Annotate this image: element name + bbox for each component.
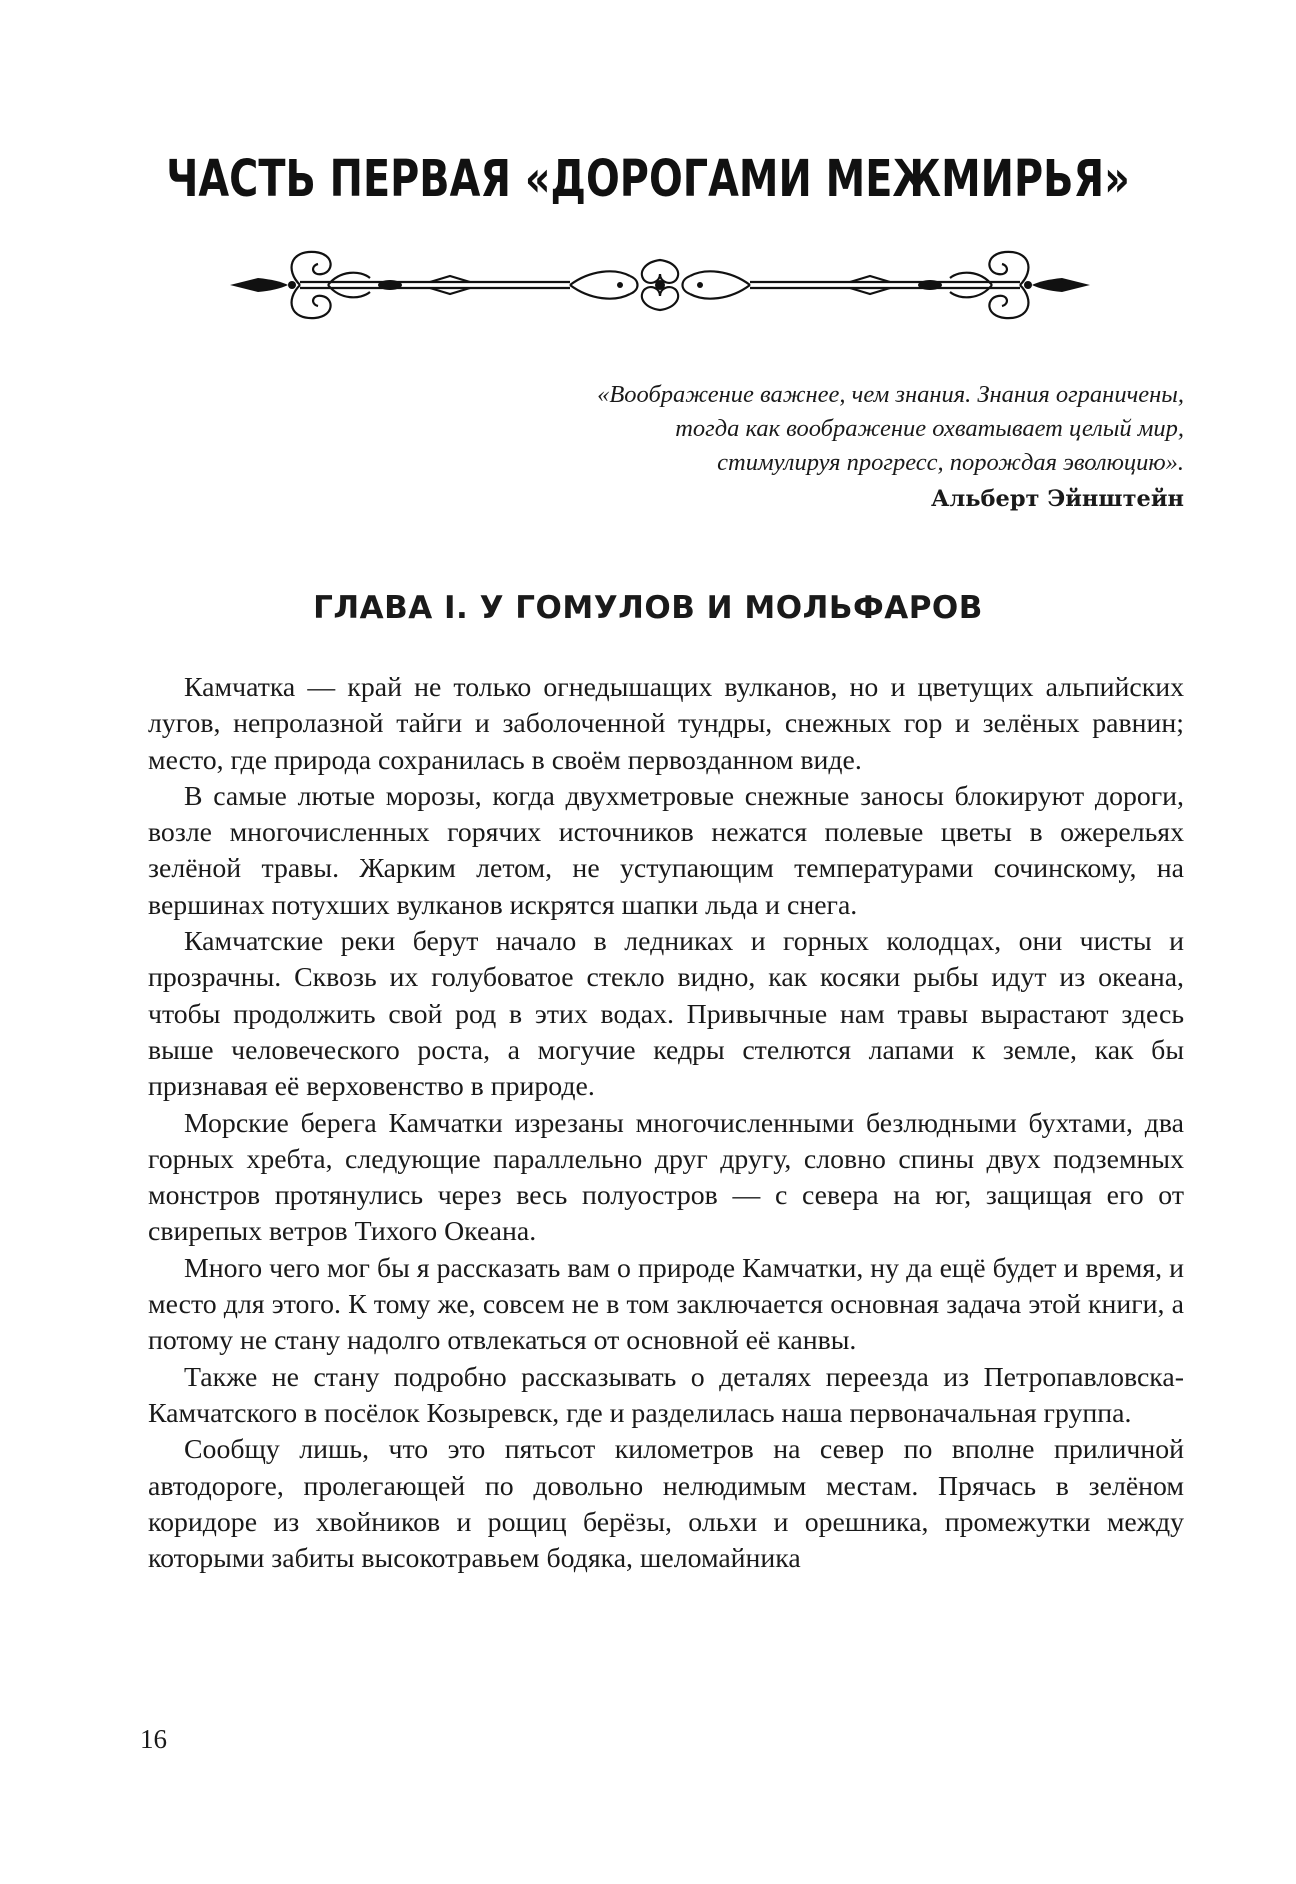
epigraph-line: «Воображение важнее, чем знания. Знания ограничены, <box>597 381 1184 408</box>
chapter-body <box>148 670 1184 1577</box>
paragraph: Также не стану подробно рассказывать о деталях переезда из Петропавловска-Камчатского в посёлок Козыревск, где и разделилась наша первоначальная группа. <box>148 1361 1184 1429</box>
paragraph: Сообщу лишь, что это пятьсот километров на север по вполне приличной автодороге, пролегающей по довольно нелюдимым местам. Прячась в зелёном коридоре из хвойников и рощиц берёзы, ольхи и орешника, промежутки между которыми забиты высокотравьем бодяка, шеломайника <box>148 1434 1184 1575</box>
paragraph: Много чего мог бы я рассказать вам о природе Камчатки, ну да ещё будет и время, и место для этого. К тому же, совсем не в том заключается основная задача этой книги, а потому не стану надолго отвлекаться от основной её канвы. <box>148 1252 1184 1357</box>
epigraph-line: тогда как воображение охватывает целый мир, <box>675 415 1184 442</box>
part-title: ЧАСТЬ ПЕРВАЯ «ДОРОГАМИ МЕЖМИРЬЯ» <box>166 150 1130 209</box>
paragraph: Камчатка — край не только огнедышащих вулканов, но и цветущих альпийских лугов, непролазной тайги и заболоченной тундры, снежных гор и зелёных равнин; место, где природа сохранилась в своём первозданном виде. <box>148 672 1184 776</box>
chapter-title: ГЛАВА I. У ГОМУЛОВ И МОЛЬФАРОВ <box>313 590 983 626</box>
epigraph-author: Альберт Эйнштейн <box>931 486 1184 512</box>
paragraph: Морские берега Камчатки изрезаны многочисленными безлюдными бухтами, два горных хребта, следующие параллельно друг другу, словно спины двух подземных монстров протянулись через весь полуостров — с севера на юг, защищая его от свирепых ветров Тихого Океана. <box>148 1107 1184 1248</box>
paragraph: Камчатские реки берут начало в ледниках и горных колодцах, они чисты и прозрачны. Сквозь их голубоватое стекло видно, как косяки рыбы идут из океана, чтобы продолжить свой род в этих водах. Привычные нам травы вырастают здесь выше человеческого роста, а могучие кедры стелются лапами к земле, как бы признавая её верховенство в природе. <box>148 926 1184 1103</box>
scroll-divider-icon <box>230 240 1090 330</box>
paragraph: В самые лютые морозы, когда двухметровые снежные заносы блокируют дороги, возле многочисленных горячих источников нежатся полевые цветы в ожерельях зелёной травы. Жарким летом, не уступающим температурами сочинскому, на вершинах потухших вулканов искрятся шапки льда и снега. <box>148 780 1184 921</box>
epigraph <box>284 378 1184 516</box>
page-number: 16 <box>140 1724 167 1754</box>
epigraph-line: стимулируя прогресс, порождая эволюцию». <box>717 449 1184 476</box>
